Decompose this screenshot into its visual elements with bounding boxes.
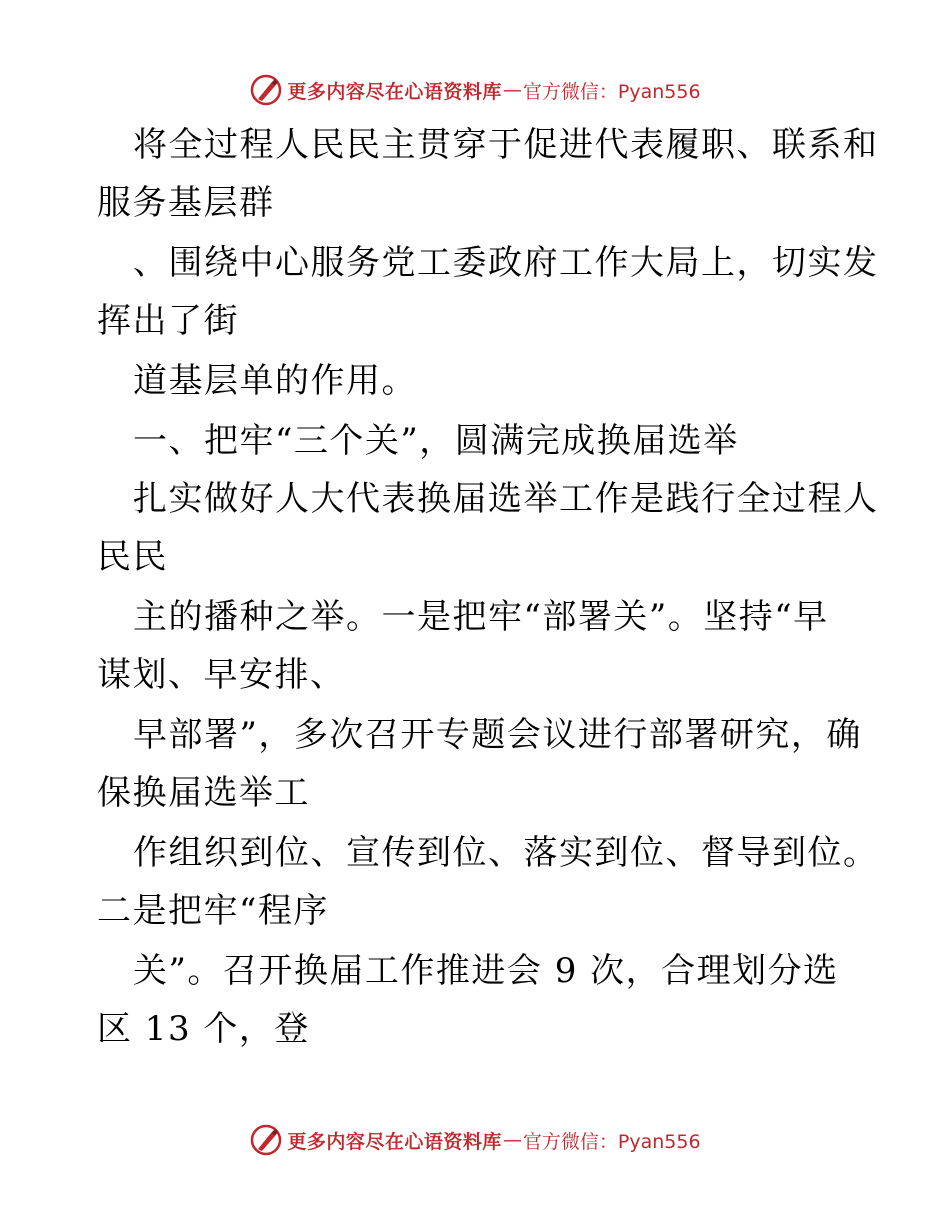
header-banner: [0, 70, 950, 110]
section-heading: 一、把牢“三个关”，圆满完成换届选举: [133, 421, 739, 461]
footer-wechat-text: 官方微信：Pyan556: [522, 1130, 701, 1153]
text-line: 谋划、早安排、: [97, 655, 346, 695]
text-line: 作组织到位、宣传到位、落实到位、督导到位。: [133, 833, 879, 873]
text-line: 将全过程人民民主贯穿于促进代表履职、联系和: [133, 125, 879, 165]
text-line: 区 13 个，登: [97, 1009, 310, 1049]
pen-nib-logo-icon: [249, 1123, 283, 1157]
text-line: 二是把牢“程序: [97, 891, 329, 931]
text-line: 早部署”，多次召开专题会议进行部署研究，确: [133, 715, 862, 755]
text-line: 扎实做好人大代表换届选举工作是践行全过程人: [133, 479, 879, 519]
text-line: 道基层单的作用。: [133, 361, 417, 401]
text-line: 保换届选举工: [97, 773, 310, 813]
header-dash: —: [502, 79, 522, 101]
text-line: 、围绕中心服务党工委政府工作大局上，切实发: [133, 243, 879, 283]
text-line: 主的播种之举。一是把牢“部署关”。坚持“早: [133, 597, 829, 637]
text-line: 民民: [97, 537, 168, 577]
footer-banner: [0, 1120, 950, 1160]
text-line: 关”。召开换届工作推进会 9 次，合理划分选: [133, 951, 839, 991]
text-line: 服务基层群: [97, 183, 275, 223]
footer-dash: —: [502, 1129, 522, 1151]
text-line: 挥出了街: [97, 301, 239, 341]
header-brand-text: 更多内容尽在心语资料库: [287, 80, 502, 103]
footer-brand-text: 更多内容尽在心语资料库: [287, 1130, 502, 1153]
header-wechat-text: 官方微信：Pyan556: [522, 80, 701, 103]
pen-nib-logo-icon: [249, 73, 283, 107]
